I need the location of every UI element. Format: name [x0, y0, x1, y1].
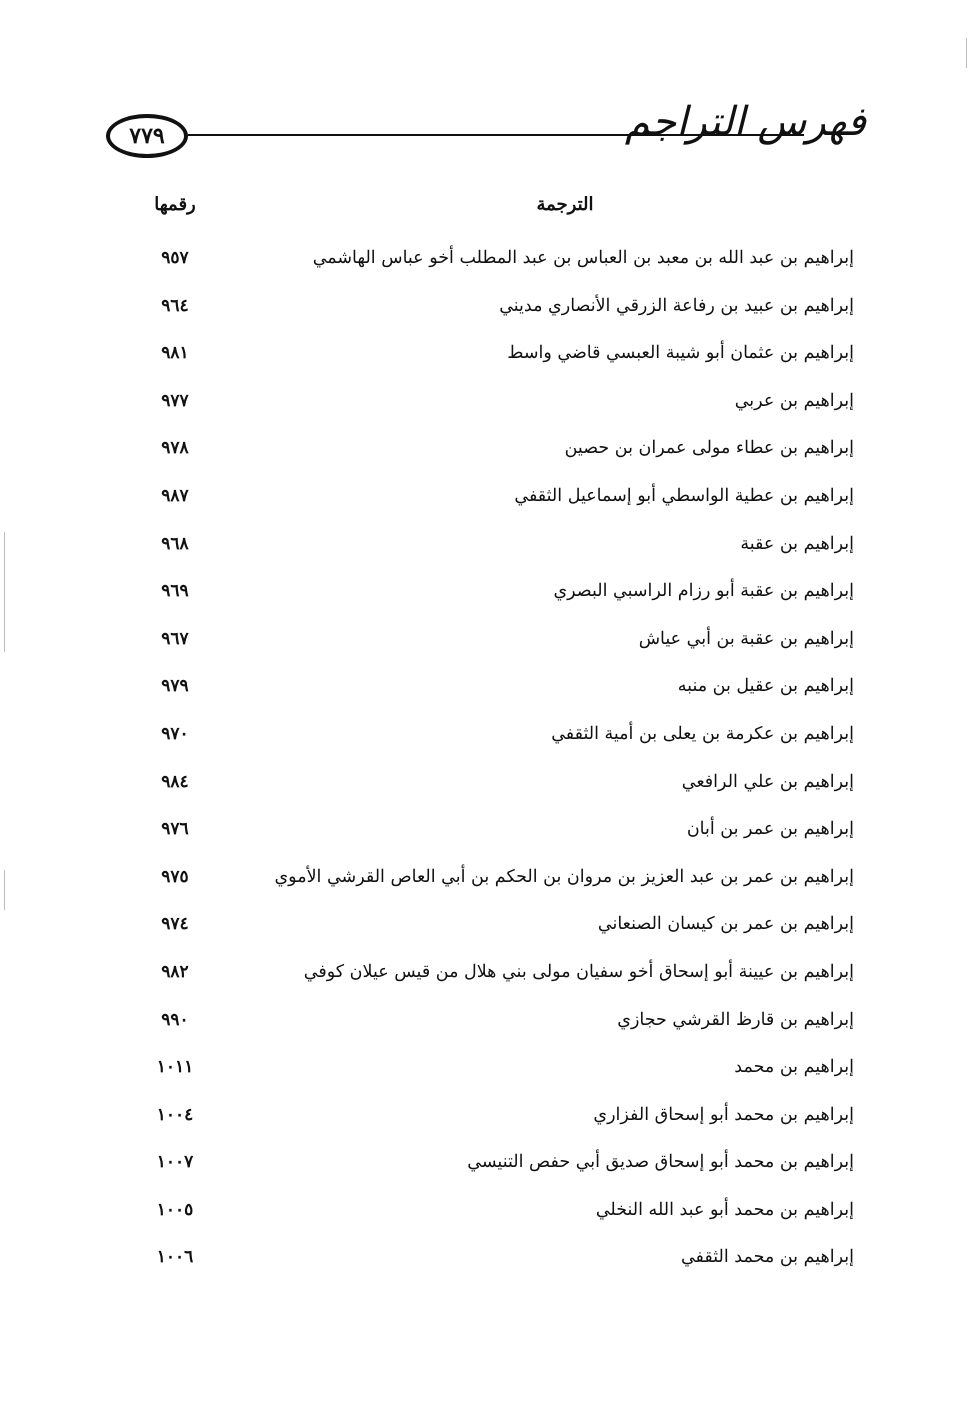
page-title: فهرس التراجم	[624, 99, 866, 145]
entry-number: ٩٩٠	[161, 1009, 189, 1030]
list-item	[130, 1047, 854, 1095]
entry-number: ٩٨٤	[161, 771, 189, 792]
entry-number: ٩٧٨	[161, 438, 189, 459]
list-item	[130, 904, 854, 952]
list-item	[130, 666, 854, 714]
entry-name: إبراهيم بن قارظ القرشي حجازي	[617, 1009, 854, 1030]
entry-number: ٩٥٧	[161, 248, 189, 268]
column-header-biography: الترجمة	[536, 194, 594, 215]
list-item	[130, 333, 854, 381]
entry-number: ١٠٠٦	[156, 1247, 194, 1268]
entry-name: إبراهيم بن عبد الله بن معبد بن العباس بن عبد المطلب أخو عباس الهاشمي	[312, 248, 854, 268]
list-item	[130, 762, 854, 810]
entry-name: إبراهيم بن عمر بن عبد العزيز بن مروان بن الحكم بن أبي العاص القرشي الأموي	[274, 866, 854, 887]
entry-number: ١٠١١	[156, 1057, 194, 1078]
entry-name: إبراهيم بن عقبة أبو رزام الراسبي البصري	[553, 581, 854, 602]
entry-name: إبراهيم بن محمد أبو عبد الله النخلي	[595, 1199, 854, 1220]
entry-name: إبراهيم بن عطية الواسطي أبو إسماعيل الثقفي	[514, 485, 854, 506]
column-header-number: رقمها	[154, 194, 196, 215]
list-item	[130, 1095, 854, 1143]
list-item	[130, 524, 854, 572]
entry-number: ٩٦٨	[161, 533, 189, 554]
scan-margin-mark	[4, 532, 5, 652]
entry-name: إبراهيم بن عمر بن كيسان الصنعاني	[597, 914, 854, 935]
entry-number: ٩٨٧	[161, 485, 189, 506]
entry-name: إبراهيم بن عمر بن أبان	[686, 819, 854, 840]
entry-number: ٩٧٥	[161, 866, 189, 887]
list-item	[130, 857, 854, 905]
entry-name: إبراهيم بن عيينة أبو إسحاق أخو سفيان مولى بني هلال من قيس عيلان كوفي	[303, 961, 854, 982]
entry-number: ٩٧٦	[161, 819, 189, 840]
list-item	[130, 238, 854, 286]
scan-margin-mark	[966, 38, 967, 68]
list-item	[130, 1142, 854, 1190]
entry-number: ٩٧٤	[161, 914, 189, 935]
entry-number: ٩٦٧	[161, 628, 189, 649]
entry-name: إبراهيم بن محمد أبو إسحاق الفزاري	[593, 1104, 854, 1125]
entry-name: إبراهيم بن علي الرافعي	[681, 771, 854, 792]
list-item	[130, 476, 854, 524]
entry-name: إبراهيم بن عقبة بن أبي عياش	[638, 628, 854, 649]
page-number: ٧٧٩	[106, 114, 188, 158]
entry-number: ١٠٠٤	[156, 1104, 194, 1125]
list-item	[130, 1237, 854, 1285]
page-header	[106, 99, 866, 178]
entry-name: إبراهيم بن عثمان أبو شيبة العبسي قاضي واسط	[507, 343, 854, 364]
list-item	[130, 809, 854, 857]
list-item	[130, 1190, 854, 1238]
entry-name: إبراهيم بن عكرمة بن يعلى بن أمية الثقفي	[551, 723, 854, 744]
entry-number: ٩٨٢	[161, 961, 189, 982]
index-list	[130, 238, 854, 1285]
entry-number: ١٠٠٥	[156, 1199, 194, 1220]
entry-number: ٩٦٤	[161, 295, 189, 316]
entry-number: ٩٧٩	[161, 676, 189, 697]
list-item	[130, 286, 854, 334]
entry-name: إبراهيم بن عبيد بن رفاعة الزرقي الأنصاري مديني	[499, 295, 854, 316]
entry-number: ٩٨١	[161, 343, 189, 364]
entry-name: إبراهيم بن عطاء مولى عمران بن حصين	[564, 438, 854, 459]
list-item	[130, 428, 854, 476]
entry-name: إبراهيم بن عقبة	[740, 533, 854, 554]
entry-name: إبراهيم بن محمد الثقفي	[680, 1247, 854, 1268]
entry-number: ٩٧٧	[161, 390, 189, 411]
entry-name: إبراهيم بن محمد	[734, 1057, 854, 1078]
list-item	[130, 714, 854, 762]
entry-name: إبراهيم بن عقيل بن منبه	[677, 676, 854, 697]
scan-margin-mark	[4, 870, 5, 910]
entry-number: ١٠٠٧	[156, 1152, 194, 1173]
list-item	[130, 381, 854, 429]
list-item	[130, 619, 854, 667]
list-item	[130, 571, 854, 619]
entry-name: إبراهيم بن عربي	[734, 390, 854, 411]
list-item	[130, 1000, 854, 1048]
entry-name: إبراهيم بن محمد أبو إسحاق صديق أبي حفص التنيسي	[467, 1152, 854, 1173]
entry-number: ٩٦٩	[161, 581, 189, 602]
list-item	[130, 952, 854, 1000]
entry-number: ٩٧٠	[161, 723, 189, 744]
